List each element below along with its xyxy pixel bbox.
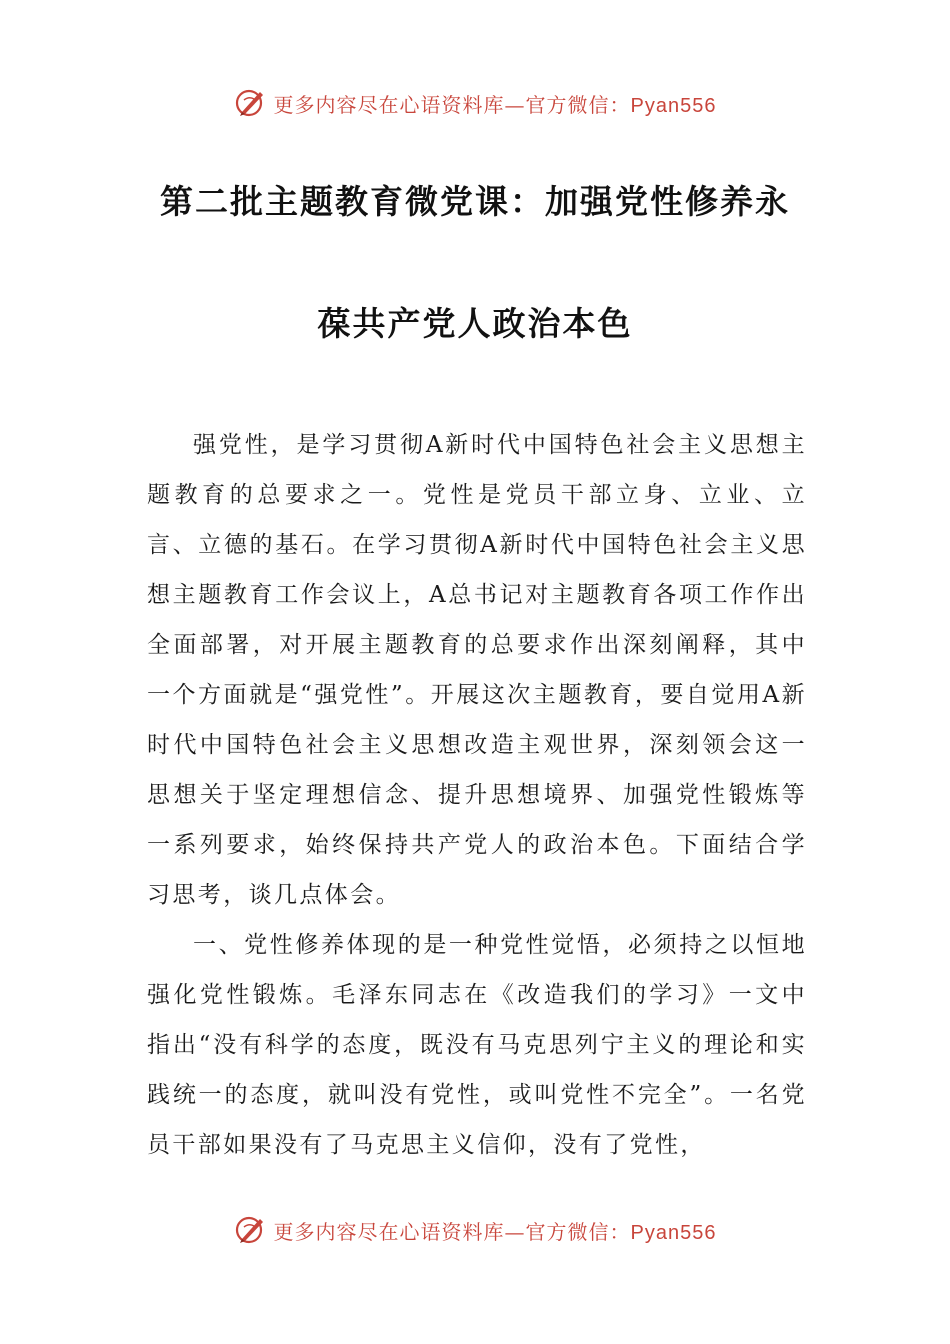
- document-title-line-1: 第二批主题教育微党课：加强党性修养永: [160, 182, 790, 221]
- watermark-text: 更多内容尽在心语资料库—官方微信：Pyan556: [273, 92, 717, 117]
- watermark-footer: [0, 1210, 950, 1250]
- pen-logo-icon: [234, 1213, 268, 1247]
- document-body: [147, 420, 807, 1170]
- pen-logo-icon: [234, 86, 268, 120]
- watermark-header: [0, 83, 950, 123]
- document-title-line-2: 葆共产党人政治本色: [317, 304, 633, 343]
- paragraph-intro: 强党性，是学习贯彻A新时代中国特色社会主义思想主题教育的总要求之一。党性是党员干部立身、立业、立言、立德的基石。在学习贯彻A新时代中国特色社会主义思想主题教育工作会议上，A总书记对主题教育各项工作作出全面部署，对开展主题教育的总要求作出深刻阐释，其中一个方面就是“强党性”。开展这次主题教育，要自觉用A新时代中国特色社会主义思想改造主观世界，深刻领会这一思想关于坚定理想信念、提升思想境界、加强党性锻炼等一系列要求，始终保持共产党人的政治本色。下面结合学习思考，谈几点体会。: [147, 432, 807, 908]
- watermark-text: 更多内容尽在心语资料库—官方微信：Pyan556: [273, 1219, 717, 1244]
- paragraph-section-1: 一、党性修养体现的是一种党性觉悟，必须持之以恒地强化党性锻炼。毛泽东同志在《改造我们的学习》一文中指出“没有科学的态度，既没有马克思列宁主义的理论和实践统一的态度，就叫没有党性，或叫党性不完全”。一名党员干部如果没有了马克思主义信仰，没有了党性，: [147, 932, 807, 1158]
